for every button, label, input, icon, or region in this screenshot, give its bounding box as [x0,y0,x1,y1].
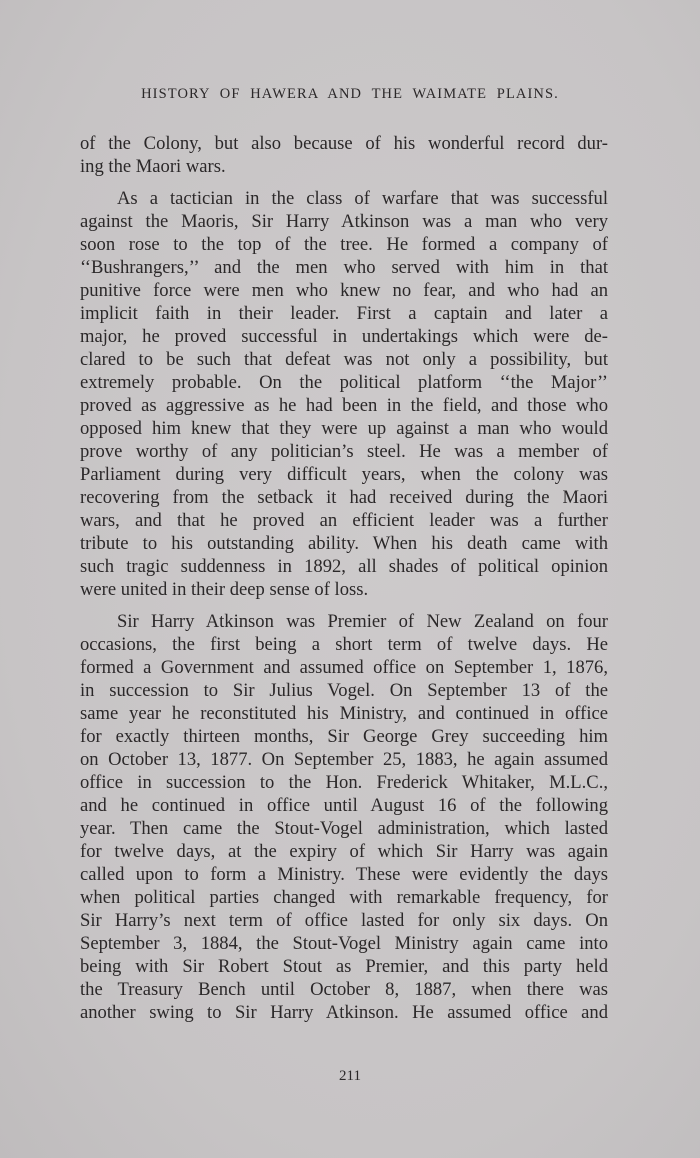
paragraph [80,187,608,601]
text-line: such tragic suddenness in 1892, all shades of political opinion [80,556,608,577]
text-line: for twelve days, at the expiry of which Sir Harry was again [80,841,608,862]
text-line: tribute to his outstanding ability. When his death came with [80,533,608,554]
text-line: against the Maoris, Sir Harry Atkinson was a man who very [80,211,608,232]
text-line: another swing to Sir Harry Atkinson. He assumed office and [80,1002,608,1023]
text-line: proved as aggressive as he had been in the field, and those who [80,395,608,416]
paragraph [80,132,608,178]
text-line: As a tactician in the class of warfare that was successful [117,188,608,209]
page-number: 211 [339,1068,361,1084]
text-line: year. Then came the Stout-Vogel administration, which lasted [80,818,608,839]
text-line: ing the Maori wars. [80,156,226,177]
text-line: soon rose to the top of the tree. He formed a company of [80,234,608,255]
text-line: Sir Harry’s next term of office lasted for only six days. On [80,910,608,931]
text-line: implicit faith in their leader. First a captain and later a [80,303,608,324]
text-line: in succession to Sir Julius Vogel. On September 13 of the [80,680,608,701]
text-line: and he continued in office until August 16 of the following [80,795,608,816]
text-line: were united in their deep sense of loss. [80,579,369,600]
text-line: prove worthy of any politician’s steel. He was a member of [80,441,608,462]
text-line: of the Colony, but also because of his wonderful record dur- [80,133,608,154]
body-text [80,132,608,1033]
text-line: being with Sir Robert Stout as Premier, and this party held [80,956,608,977]
text-line: same year he reconstituted his Ministry, and continued in office [80,703,608,724]
text-line: for exactly thirteen months, Sir George Grey succeeding him [80,726,608,747]
text-line: called upon to form a Ministry. These were evidently the days [80,864,608,885]
text-line: punitive force were men who knew no fear, and who had an [80,280,608,301]
text-line: September 3, 1884, the Stout-Vogel Ministry again came into [80,933,608,954]
text-line: major, he proved successful in undertakings which were de- [80,326,608,347]
text-line: occasions, the first being a short term of twelve days. He [80,634,608,655]
text-line: Parliament during very difficult years, when the colony was [80,464,608,485]
running-header: HISTORY OF HAWERA AND THE WAIMATE PLAINS. [141,86,559,102]
paragraph [80,610,608,1024]
text-line: recovering from the setback it had received during the Maori [80,487,608,508]
text-line: clared to be such that defeat was not only a possibility, but [80,349,608,370]
text-line: ‘‘Bushrangers,’’ and the men who served with him in that [80,257,608,278]
text-line: wars, and that he proved an efficient leader was a further [80,510,608,531]
text-line: on October 13, 1877. On September 25, 1883, he again assumed [80,749,608,770]
text-line: Sir Harry Atkinson was Premier of New Zealand on four [117,611,608,632]
text-line: formed a Government and assumed office on September 1, 1876, [80,657,608,678]
text-line: extremely probable. On the political platform ‘‘the Major’’ [80,372,608,393]
text-line: opposed him knew that they were up against a man who would [80,418,608,439]
text-line: office in succession to the Hon. Frederick Whitaker, M.L.C., [80,772,608,793]
text-line: when political parties changed with remarkable frequency, for [80,887,608,908]
text-line: the Treasury Bench until October 8, 1887, when there was [80,979,608,1000]
